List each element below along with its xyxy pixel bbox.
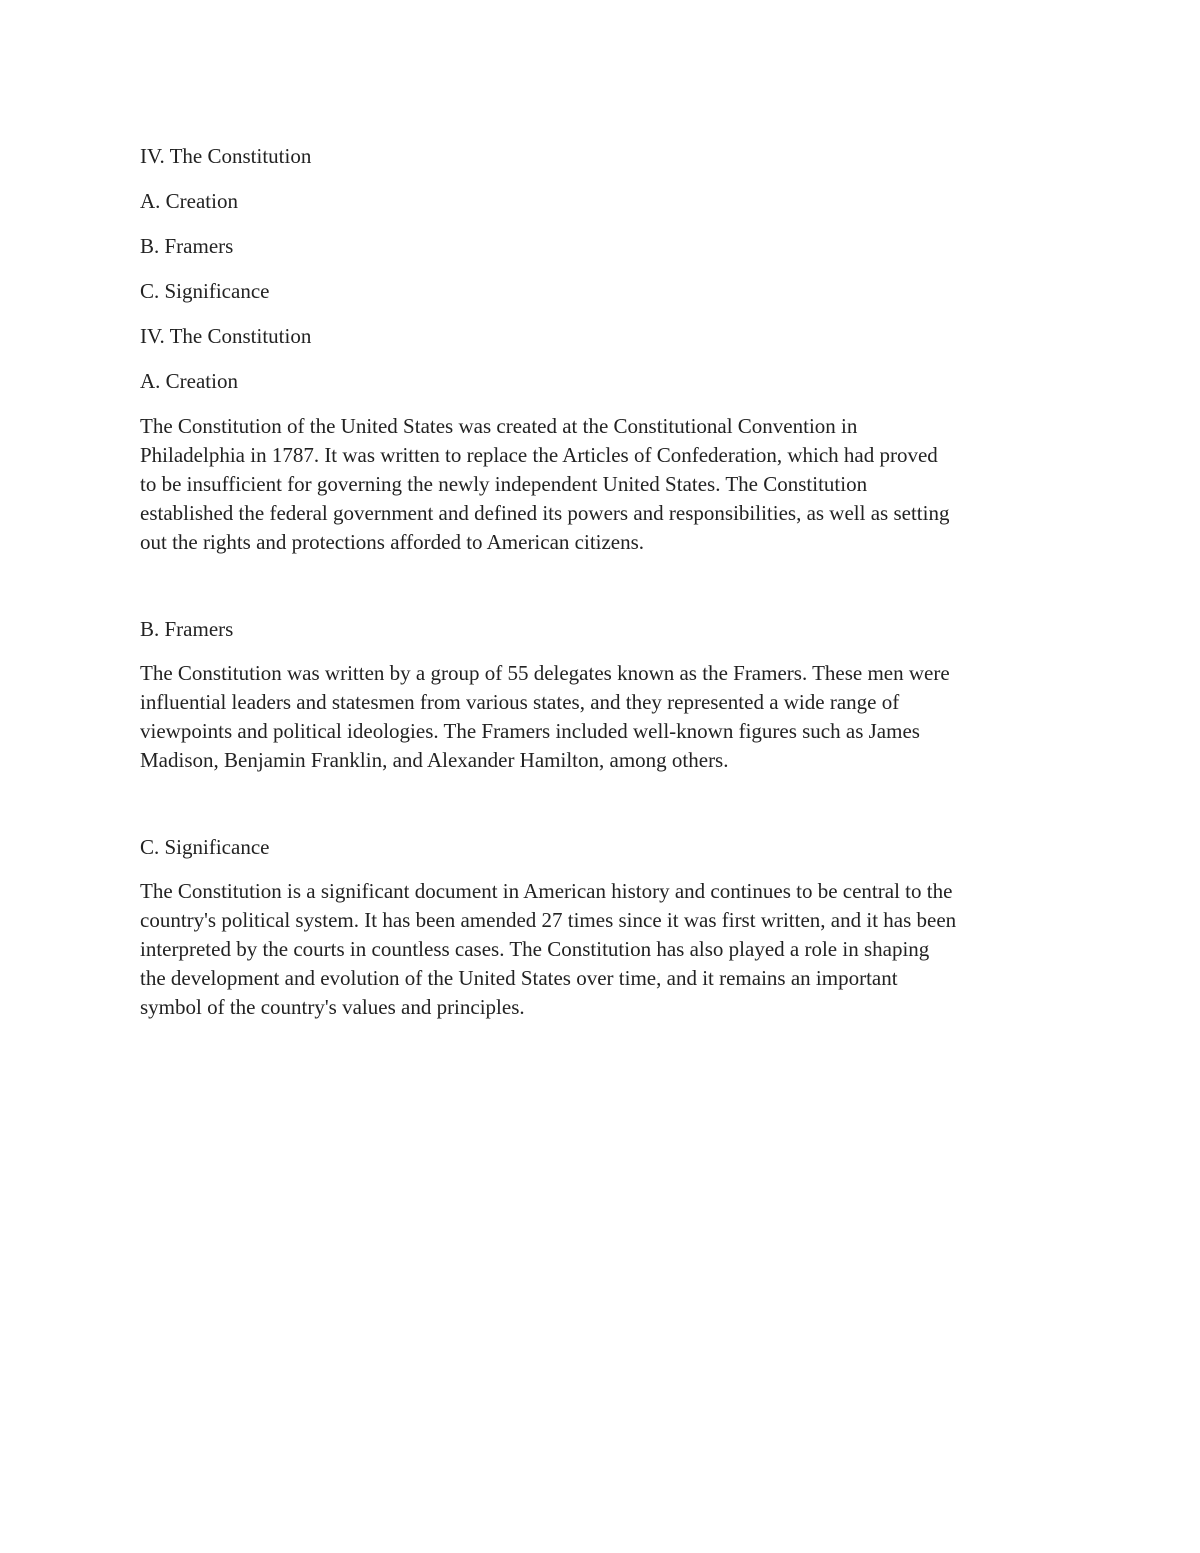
paragraph-line: influential leaders and statesmen from various states, and they represented a wide range of: [140, 690, 900, 714]
significance-paragraph: [140, 877, 1060, 1022]
paragraph-line: the development and evolution of the United States over time, and it remains an important: [140, 966, 898, 990]
paragraph-line: Philadelphia in 1787. It was written to replace the Articles of Confederation, which had proved: [140, 443, 938, 467]
paragraph-line: symbol of the country's values and principles.: [140, 995, 525, 1019]
paragraph-line: country's political system. It has been amended 27 times since it was first written, and it has been: [140, 908, 957, 932]
outline-item-creation: A. Creation: [140, 189, 238, 213]
section-heading-constitution: IV. The Constitution: [140, 324, 312, 348]
outline-item-framers: B. Framers: [140, 234, 234, 258]
framers-paragraph: [140, 659, 1060, 775]
paragraph-line: The Constitution is a significant document in American history and continues to be central to the: [140, 879, 953, 903]
creation-paragraph: [140, 412, 1060, 557]
section-heading-creation: A. Creation: [140, 369, 238, 393]
paragraph-line: interpreted by the courts in countless cases. The Constitution has also played a role in shaping: [140, 937, 930, 961]
paragraph-line: established the federal government and defined its powers and responsibilities, as well as setting: [140, 501, 950, 525]
document-body: [140, 142, 1060, 1080]
paragraph-line: Madison, Benjamin Franklin, and Alexander Hamilton, among others.: [140, 748, 729, 772]
outline-heading-constitution: IV. The Constitution: [140, 144, 312, 168]
section-heading-framers: B. Framers: [140, 617, 234, 641]
outline-item-significance: C. Significance: [140, 279, 270, 303]
paragraph-line: to be insufficient for governing the newly independent United States. The Constitution: [140, 472, 868, 496]
paragraph-line: The Constitution was written by a group of 55 delegates known as the Framers. These men were: [140, 661, 950, 685]
paragraph-line: viewpoints and political ideologies. The Framers included well-known figures such as James: [140, 719, 920, 743]
paragraph-line: The Constitution of the United States was created at the Constitutional Convention in: [140, 414, 858, 438]
paragraph-line: out the rights and protections afforded to American citizens.: [140, 530, 645, 554]
section-heading-significance: C. Significance: [140, 835, 270, 859]
